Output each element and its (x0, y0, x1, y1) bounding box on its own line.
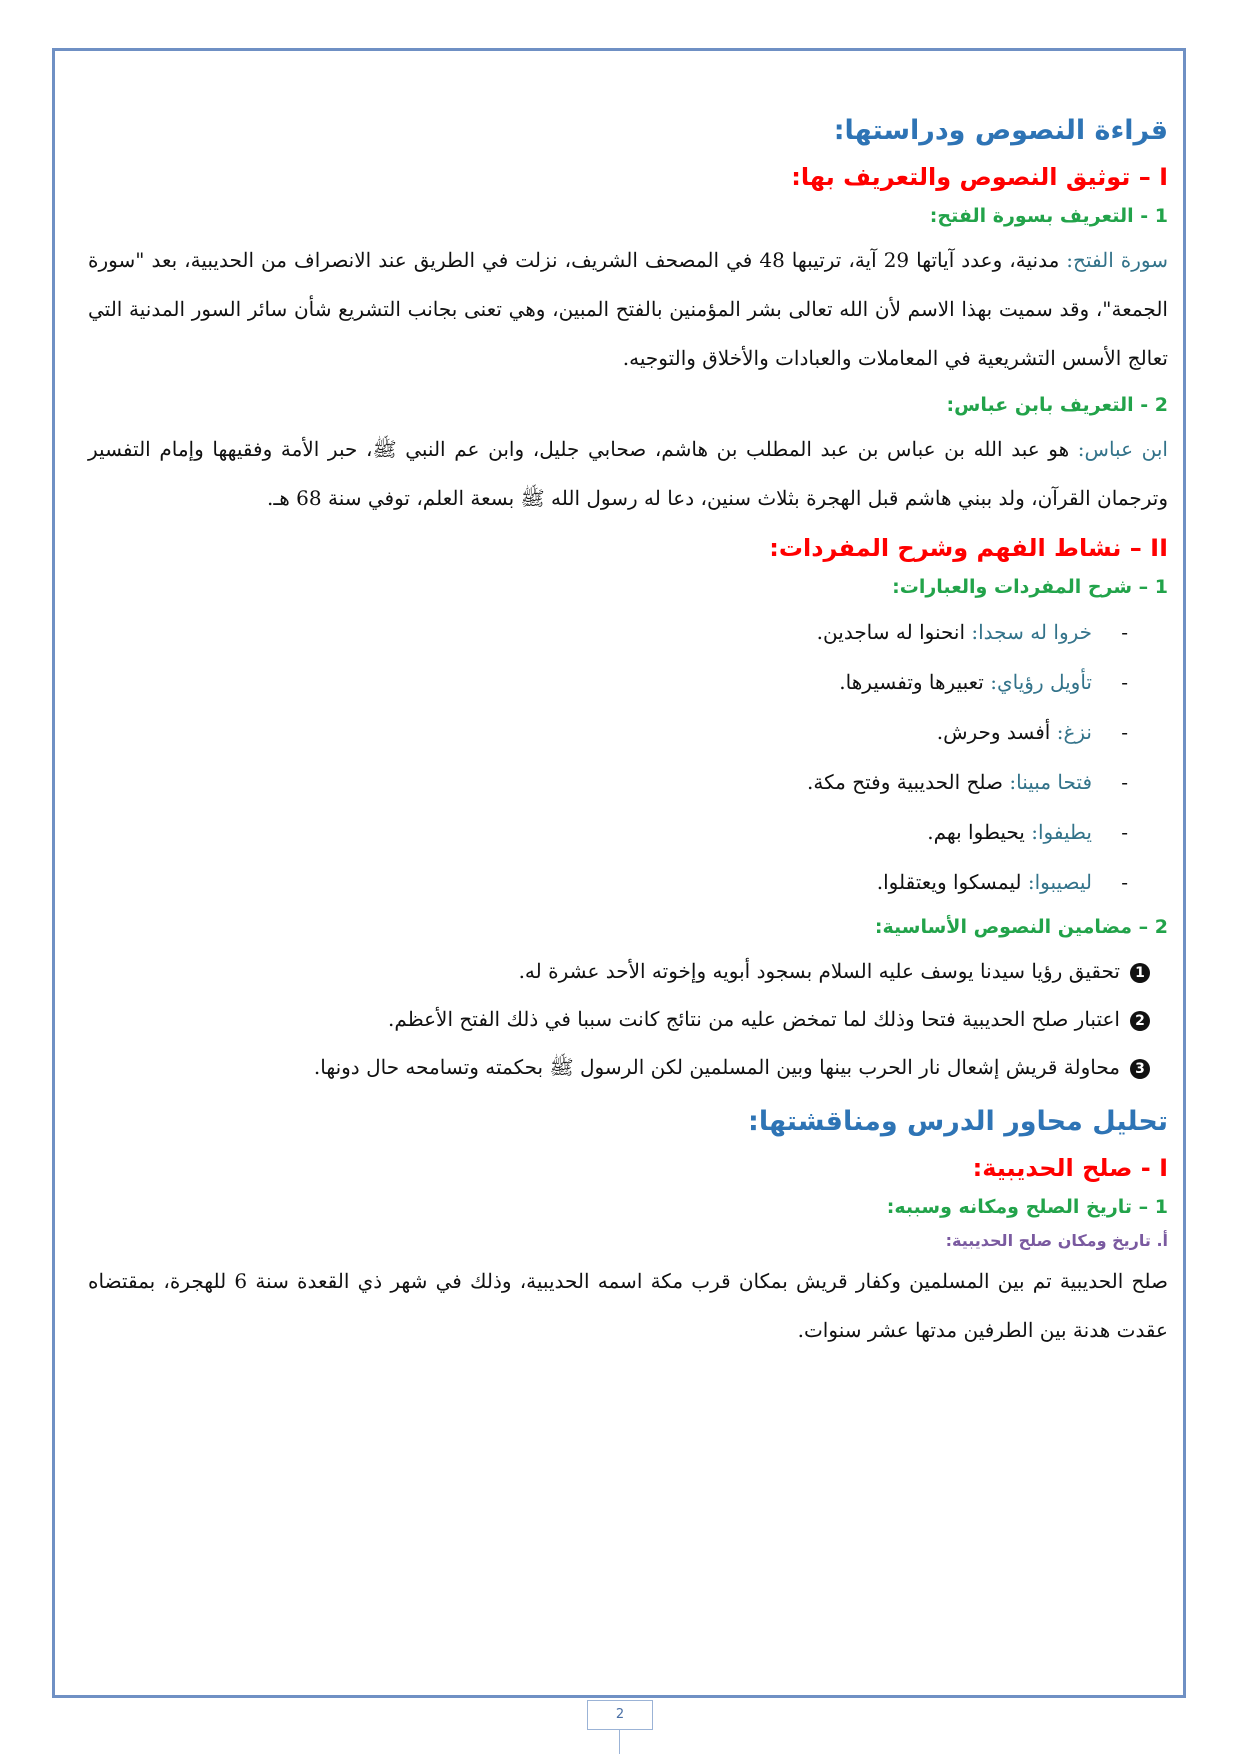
theme-text: اعتبار صلح الحديبية فتحا وذلك لما تمخض عليه من نتائج كانت سببا في ذلك الفتح الأعظم. (388, 1007, 1120, 1031)
list-item: - خروا له سجدا: انحنوا له ساجدين. (816, 620, 1128, 644)
vocab-term: فتحا مبينا: (1009, 770, 1092, 794)
subsubtitle-date-place: أ. تاريخ ومكان صلح الحديبية: (945, 1231, 1168, 1250)
subtitle-treaty-history: 1 – تاريخ الصلح ومكانه وسببه: (886, 1196, 1168, 1218)
subtitle-surah-fath: 1 - التعريف بسورة الفتح: (929, 205, 1168, 227)
list-item: - نزغ: أفسد وحرش. (936, 720, 1128, 744)
page-number-tick (619, 1730, 620, 1754)
vocab-term: خروا له سجدا: (971, 620, 1092, 644)
vocab-meaning: ليمسكوا ويعتقلوا. (876, 870, 1028, 894)
vocab-meaning: تعبيرها وتفسيرها. (839, 670, 991, 694)
part-title-documentation: I – توثيق النصوص والتعريف بها: (791, 163, 1168, 191)
lead-term: ابن عباس: (1077, 437, 1168, 461)
section-title-reading: قراءة النصوص ودراستها: (833, 115, 1168, 146)
subtitle-main-themes: 2 – مضامين النصوص الأساسية: (874, 916, 1168, 938)
list-item (88, 995, 1150, 1043)
vocab-meaning: يحيطوا بهم. (927, 820, 1032, 844)
paragraph-text: هو عبد الله بن عباس بن عبد المطلب بن هاشم، صحابي جليل، وابن عم النبي ﷺ، حبر الأمة وفقيهها وإمام التفسير وترجمان القرآن، ولد ببني هاشم قبل الهجرة بثلاث سنين، دعا له رسول الله ﷺ بسعة العلم، توفي سنة 68 هـ. (88, 437, 1168, 510)
vocab-meaning: صلح الحديبية وفتح مكة. (807, 770, 1010, 794)
page-number: 2 (587, 1700, 653, 1730)
theme-text: محاولة قريش إشعال نار الحرب بينها وبين المسلمين لكن الرسول ﷺ بحكمته وتسامحه حال دونها. (313, 1055, 1120, 1079)
list-item: - فتحا مبينا: صلح الحديبية وفتح مكة. (807, 770, 1128, 794)
list-item: - تأويل رؤياي: تعبيرها وتفسيرها. (839, 670, 1128, 694)
paragraph-treaty: صلح الحديبية تم بين المسلمين وكفار قريش بمكان قرب مكة اسمه الحديبية، وذلك في شهر ذي القعدة سنة 6 للهجرة، بمقتضاه عقدت هدنة بين الطرفين مدتها عشر سنوات. (88, 1269, 1168, 1342)
vocab-meaning: أفسد وحرش. (936, 720, 1057, 744)
lead-term: سورة الفتح: (1066, 248, 1168, 272)
vocabulary-list (88, 607, 1168, 907)
themes-list (88, 947, 1168, 1091)
vocab-meaning: انحنوا له ساجدين. (816, 620, 972, 644)
part-title-comprehension: II – نشاط الفهم وشرح المفردات: (769, 534, 1168, 562)
part-title-hudaybiyyah: I - صلح الحديبية: (972, 1154, 1168, 1182)
list-item (88, 947, 1150, 995)
section-title-analysis: تحليل محاور الدرس ومناقشتها: (748, 1106, 1168, 1137)
vocab-term: تأويل رؤياي: (990, 670, 1092, 694)
theme-text: تحقيق رؤيا سيدنا يوسف عليه السلام بسجود أبويه وإخوته الأحد عشرة له. (518, 959, 1120, 983)
paragraph-ibn-abbas (88, 425, 1168, 523)
list-item: - ليصيبوا: ليمسكوا ويعتقلوا. (876, 870, 1128, 894)
number-badge-icon: 1 (1130, 963, 1150, 983)
subtitle-ibn-abbas: 2 - التعريف بابن عباس: (946, 394, 1168, 416)
paragraph-surah-fath (88, 236, 1168, 383)
vocab-term: نزغ: (1056, 720, 1092, 744)
number-badge-icon: 2 (1130, 1011, 1150, 1031)
paragraph-text: مدنية، وعدد آياتها 29 آية، ترتيبها 48 في المصحف الشريف، نزلت في الطريق عند الانصراف من الحديبية، بعد "سورة الجمعة"، وقد سميت بهذا الاسم لأن الله تعالى بشر المؤمنين بالفتح المبين، وهي تعنى بجانب التشريع شأن سائر السور المدنية التي تعالج الأسس التشريعية في المعاملات والعبادات والأخلاق والتوجيه. (88, 248, 1168, 370)
vocab-term: ليصيبوا: (1027, 870, 1092, 894)
vocab-term: يطيفوا: (1031, 820, 1092, 844)
number-badge-icon: 3 (1130, 1059, 1150, 1079)
document-content (88, 110, 1168, 1361)
list-item: - يطيفوا: يحيطوا بهم. (927, 820, 1128, 844)
list-item (88, 1043, 1150, 1091)
subtitle-vocabulary: 1 – شرح المفردات والعبارات: (892, 576, 1168, 598)
